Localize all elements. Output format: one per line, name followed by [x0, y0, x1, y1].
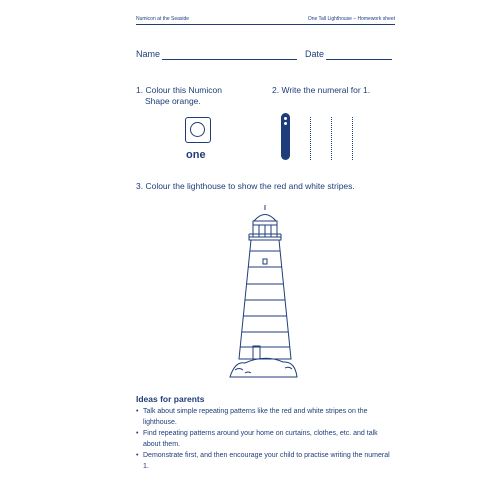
question-2: 2. Write the numeral for 1. [272, 85, 371, 95]
lighthouse-cap [253, 221, 277, 225]
numeral-start-dot [284, 117, 287, 120]
ideas-list [136, 407, 396, 473]
name-field[interactable] [162, 59, 297, 60]
lighthouse-dome [254, 215, 276, 222]
question-1 [136, 85, 222, 107]
numeral-arrow-dot [284, 122, 287, 125]
header-divider [136, 24, 395, 25]
lighthouse-door [253, 346, 260, 359]
numicon-one-shape-icon[interactable] [185, 117, 211, 143]
name-label: Name [136, 49, 161, 59]
list-item: • Demonstrate first, and then encourage your child to practise writing the numeral 1. [136, 451, 396, 472]
numicon-caption: one [186, 149, 206, 161]
lighthouse-icon[interactable] [225, 205, 301, 380]
question-1-line-2: Shape orange. [145, 96, 201, 106]
header-subtitle: One Tall Lighthouse – Homework sheet [307, 16, 395, 22]
question-3: 3. Colour the lighthouse to show the red and white stripes. [136, 181, 355, 191]
lighthouse-gallery [249, 237, 281, 240]
lighthouse-window [263, 259, 267, 264]
question-1-line-1: 1. Colour this Numicon [136, 85, 222, 95]
numicon-hole [190, 122, 205, 137]
trace-line-2[interactable] [331, 117, 332, 160]
numeral-one-icon [281, 113, 290, 160]
trace-line-1[interactable] [310, 117, 311, 160]
date-label: Date [305, 49, 325, 59]
trace-line-3[interactable] [352, 117, 353, 160]
list-item: • Find repeating patterns around your home on curtains, clothes, etc. and talk about them. [136, 429, 396, 450]
header-title: Numicon at the Seaside [136, 16, 190, 22]
ideas-title: Ideas for parents [136, 394, 205, 404]
date-field[interactable] [326, 59, 392, 60]
list-item: • Talk about simple repeating patterns like the red and white stripes on the lighthouse. [136, 407, 396, 428]
